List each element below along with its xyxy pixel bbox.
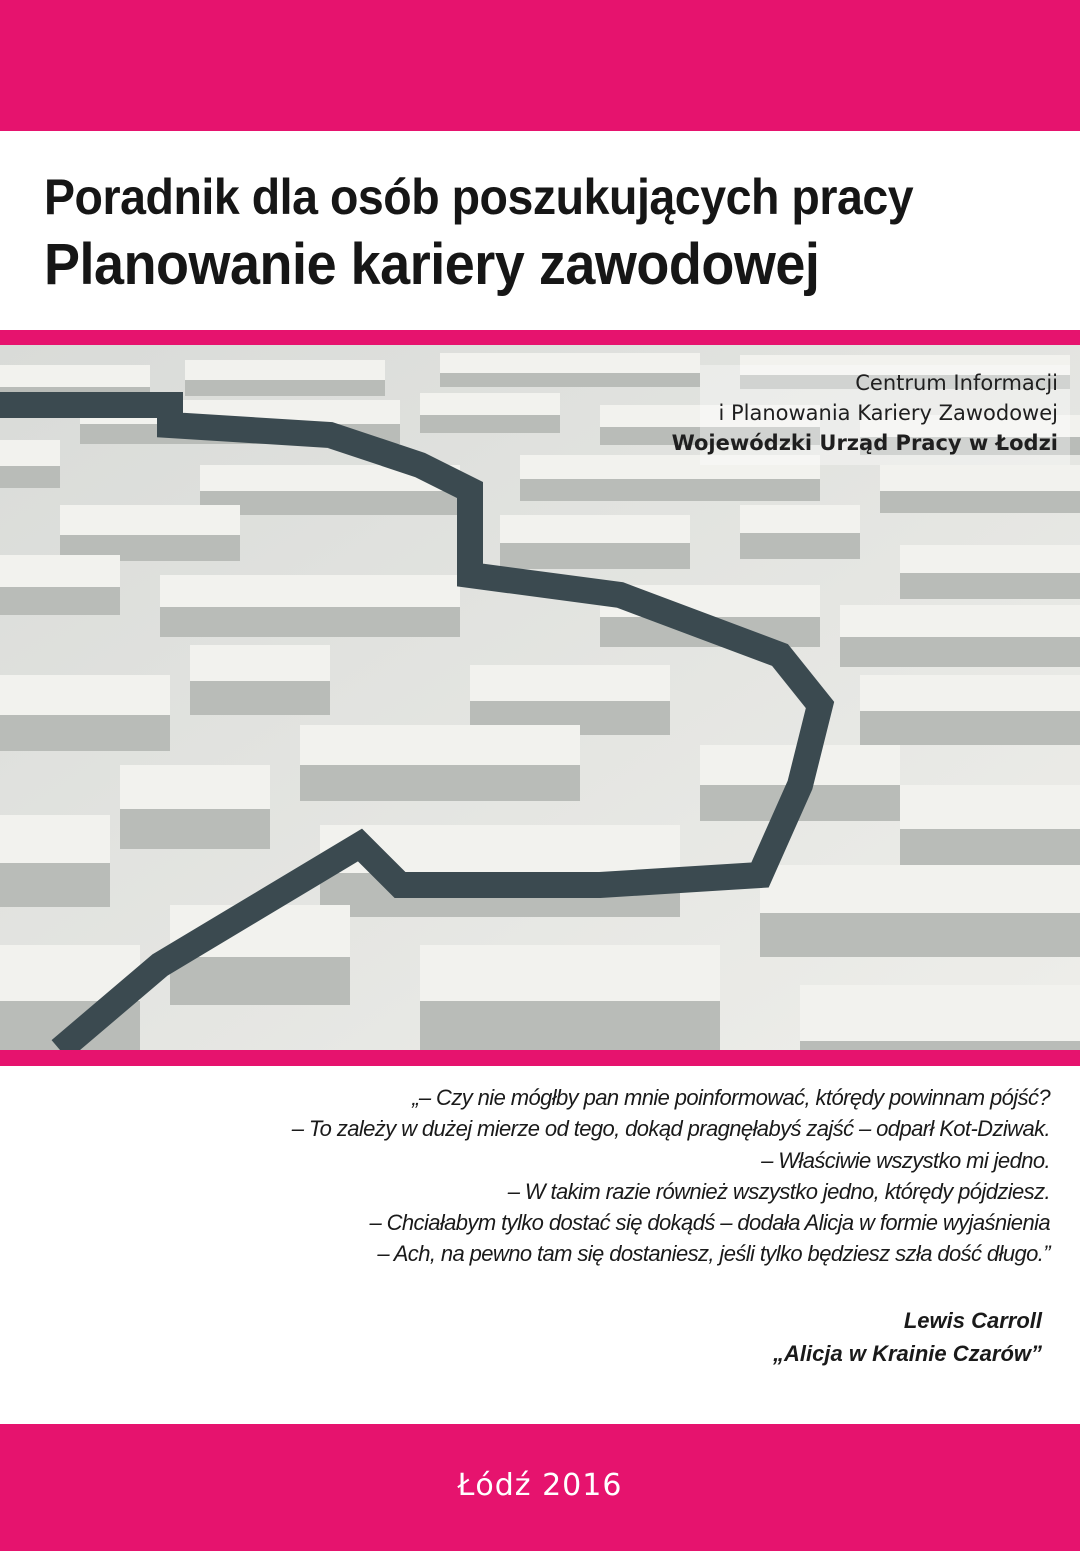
maze-wall [190,645,330,715]
quote-line: – Chciałabym tylko dostać się dokądś – dodała Alicja w formie wyjaśnienia [369,1210,1050,1236]
maze-wall [160,575,460,637]
publisher-line-1: Centrum Informacji [855,371,1058,395]
quote-author: Lewis Carroll [903,1308,1042,1333]
maze-wall [420,393,560,433]
quote-line: „– Czy nie mógłby pan mnie poinformować, którędy powinnam pójść? [412,1085,1050,1110]
quote-line: – To zależy w dużej mierze od tego, dokąd pragnęłabyś zajść – odparł Kot-Dziwak. [291,1116,1050,1142]
title-block [44,165,1044,301]
maze-wall [500,515,690,569]
quote-line: – Właściwie wszystko mi jedno. [761,1147,1050,1173]
quote-line: – W takim razie również wszystko jedno, którędy pójdziesz. [507,1178,1050,1204]
maze-wall [120,765,270,849]
quote-attribution [773,1304,1042,1370]
title-divider-band [0,330,1080,345]
maze-wall [740,505,860,559]
maze-wall [800,985,1080,1050]
maze-wall [470,665,670,735]
maze-wall [0,440,60,488]
publisher-line-3: Wojewódzki Urząd Pracy w Łodzi [671,431,1058,455]
maze-wall [880,465,1080,513]
book-title-line-1: Poradnik dla osób poszukujących pracy [44,169,914,225]
quote-line: – Ach, na pewno tam się dostaniesz, jeśli tylko będziesz szła dość długo.” [377,1241,1050,1267]
maze-wall [900,785,1080,869]
book-title-line-2: Planowanie kariery zawodowej [44,232,820,297]
maze-wall [760,865,1080,957]
publisher-line-2: i Planowania Kariery Zawodowej [718,401,1058,425]
maze-wall [0,815,110,907]
maze-wall [185,360,385,396]
maze-wall [860,675,1080,745]
publisher-block [672,368,1058,458]
maze-wall [60,505,240,561]
maze-wall [300,725,580,801]
maze-wall [0,555,120,615]
maze-wall [0,675,170,751]
epigraph-quote [292,1082,1050,1270]
maze-wall [440,353,700,387]
maze-wall [900,545,1080,599]
quote-source: „Alicja w Krainie Czarów” [773,1341,1042,1366]
top-accent-band [0,0,1080,131]
maze-wall [420,945,720,1050]
maze-wall [840,605,1080,667]
image-divider-band [0,1050,1080,1066]
place-and-year: Łódź 2016 [457,1468,623,1503]
